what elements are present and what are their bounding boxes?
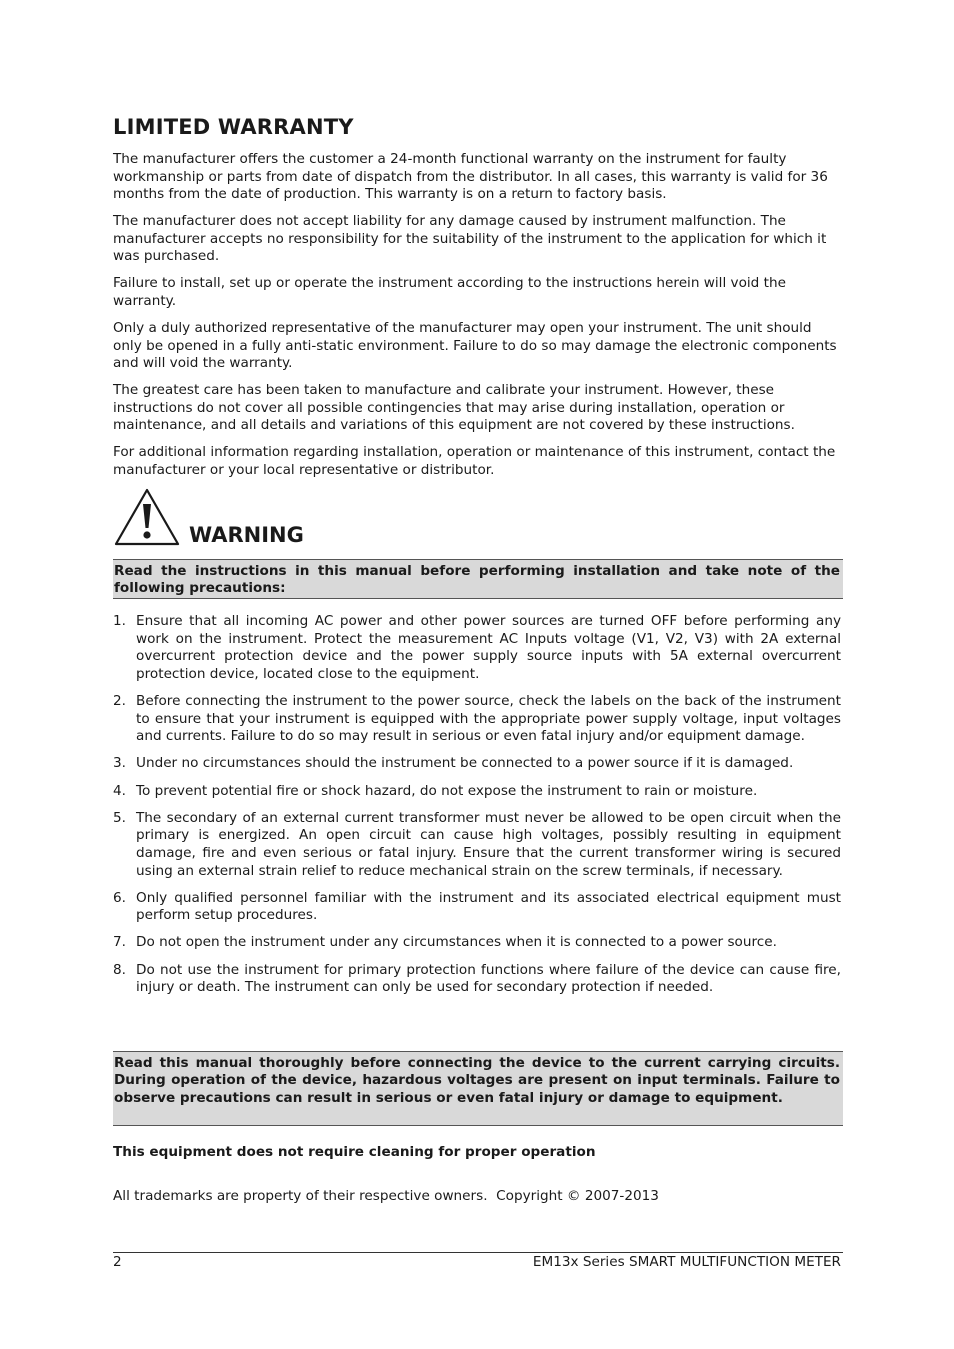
warning-title: WARNING: [189, 523, 304, 547]
list-item: [113, 934, 841, 952]
item-number: 3.: [113, 755, 126, 772]
item-text: Under no circumstances should the instrument be connected to a power source if it is damaged.: [136, 755, 794, 772]
list-item: [113, 613, 841, 683]
trademark-notice: All trademarks are property of their respective owners. Copyright © 2007-2013: [113, 1188, 659, 1204]
list-item: [113, 693, 841, 746]
item-number: 6.: [113, 889, 126, 906]
precautions-list: [113, 613, 841, 1006]
item-number: 7.: [113, 934, 126, 951]
warranty-body: [113, 151, 841, 489]
item-number: 4.: [113, 782, 126, 799]
warranty-paragraph: The manufacturer does not accept liability for any damage caused by instrument malfunction. The manufacturer accepts no responsibility for the suitability of the instrument to the application for which it was purchased.: [113, 213, 827, 265]
warranty-paragraph: For additional information regarding installation, operation or maintenance of this instrument, contact the manufacturer or your local representative or distributor.: [113, 444, 836, 478]
item-number: 1.: [113, 613, 126, 629]
item-text: The secondary of an external current transformer must never be allowed to be open circuit when the primary is energized. An open circuit can cause high voltages, possibly resulting in equipment damage, fire and even serious or fatal injury. Ensure that the current transformer wiring is secured using an external strain relief to reduce mechanical strain on the screw terminals, if necessary.: [136, 809, 841, 879]
footer-divider: [113, 1252, 843, 1253]
list-item: [113, 890, 841, 925]
item-text: Before connecting the instrument to the power source, check the labels on the back of the instrument to ensure that your instrument is equipped with the appropriate power supply voltage, input voltages and currents. Failure to do so may result in serious or even fatal injury and/or equipment damage.: [136, 692, 841, 745]
cleaning-note: This equipment does not require cleaning for proper operation: [113, 1144, 596, 1160]
item-number: 8.: [113, 961, 126, 978]
warranty-paragraph: The manufacturer offers the customer a 24-month functional warranty on the instrument for faulty workmanship or parts from date of dispatch from the distributor. In all cases, this warranty is valid for 36 months from the date of production. This warranty is on a return to factory basis.: [113, 151, 828, 203]
list-item: [113, 783, 841, 801]
item-text: Do not use the instrument for primary protection functions where failure of the device can cause fire, injury or death. The instrument can only be used for secondary protection if needed.: [136, 961, 841, 996]
list-item: [113, 962, 841, 997]
item-number: 2.: [113, 692, 126, 709]
item-number: 5.: [113, 809, 126, 826]
list-item: [113, 810, 841, 880]
item-text: Do not open the instrument under any circumstances when it is connected to a power source.: [136, 934, 777, 951]
warning-header: [113, 487, 843, 547]
warning-intro-box: Read the instructions in this manual before performing installation and take note of the following precautions:: [113, 559, 843, 599]
warranty-paragraph: Failure to install, set up or operate the instrument according to the instructions herein will void the warranty.: [113, 275, 786, 309]
caution-box: Read this manual thoroughly before connecting the device to the current carrying circuits. During operation of the device, hazardous voltages are present on input terminals. Failure to observe precautions can result in serious or even fatal injury or damage to equipment.: [113, 1051, 843, 1126]
item-text: To prevent potential fire or shock hazard, do not expose the instrument to rain or moisture.: [136, 782, 758, 799]
warranty-paragraph: Only a duly authorized representative of the manufacturer may open your instrument. The unit should only be opened in a fully anti-static environment. Failure to do so may damage the electronic components and will void the warranty.: [113, 319, 837, 372]
item-text: Only qualified personnel familiar with the instrument and its associated electrical equipment must perform setup procedures.: [136, 889, 841, 924]
footer-doc-title: EM13x Series SMART MULTIFUNCTION METER: [532, 1254, 841, 1270]
item-text: Ensure that all incoming AC power and other power sources are turned OFF before performing any work on the instrument. Protect the measurement AC Inputs voltage (V1, V2, V3) with 2A external overcurrent protection device and the power supply source inputs with 5A external overcurrent protection device, located close to the equipment.: [136, 613, 841, 682]
warning-triangle-icon: [113, 487, 181, 547]
warranty-paragraph: The greatest care has been taken to manufacture and calibrate your instrument. However, these instructions do not cover all possible contingencies that may arise during installation, operation or maintenance, and all details and variations of this equipment are not covered by these instructions.: [113, 382, 795, 434]
warranty-title: LIMITED WARRANTY: [113, 115, 354, 139]
list-item: [113, 755, 841, 773]
page-number: 2: [113, 1254, 122, 1270]
